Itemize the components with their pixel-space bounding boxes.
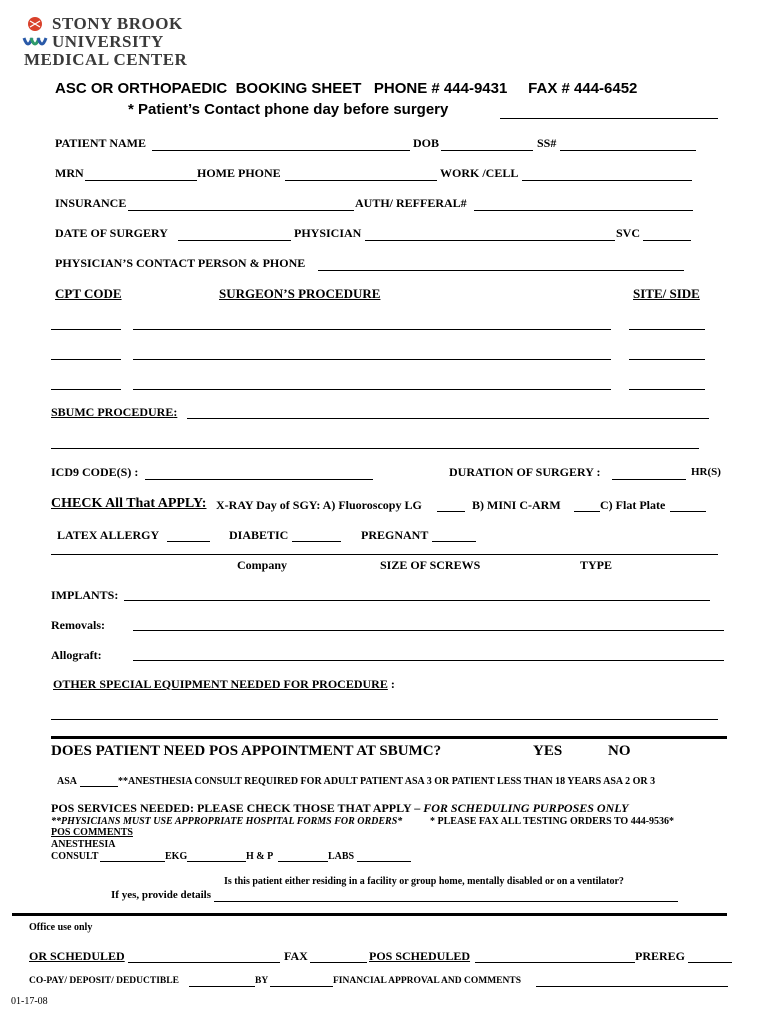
implants-label: IMPLANTS:	[51, 588, 119, 602]
copay-label: CO-PAY/ DEPOSIT/ DEDUCTIBLE	[29, 976, 179, 986]
duration-label: DURATION OF SURGERY :	[449, 465, 601, 479]
pos-scheduled-label: POS SCHEDULED	[369, 949, 471, 963]
work-cell-field[interactable]	[522, 180, 692, 181]
page-subtitle: * Patient’s Contact phone day before surgery	[128, 101, 449, 118]
prereg-field[interactable]	[688, 962, 732, 963]
ss-field[interactable]	[560, 150, 696, 151]
if-yes-label: If yes, provide details	[111, 889, 212, 901]
pregnant-label: PREGNANT	[361, 528, 429, 542]
auth-label: AUTH/ REFFERAL#	[355, 196, 467, 210]
physician-label: PHYSICIAN	[294, 226, 362, 240]
insurance-field[interactable]	[128, 210, 354, 211]
logo-line-3: MEDICAL CENTER	[24, 50, 188, 69]
site-side-field-3[interactable]	[629, 389, 705, 390]
diabetic-check[interactable]	[292, 541, 341, 542]
latex-allergy-check[interactable]	[167, 541, 210, 542]
implants-field[interactable]	[124, 600, 710, 601]
pos-question: DOES PATIENT NEED POS APPOINTMENT AT SBUMC?	[51, 743, 442, 759]
prereg-label: PREREG	[635, 949, 686, 963]
dob-field[interactable]	[441, 150, 533, 151]
copay-field[interactable]	[189, 986, 255, 987]
labs-label: LABS	[328, 851, 355, 862]
patient-name-field[interactable]	[152, 150, 410, 151]
office-use-label: Office use only	[29, 922, 93, 933]
hp-label: H & P	[246, 851, 274, 862]
fluoroscopy-check[interactable]	[437, 511, 465, 512]
logo	[22, 14, 192, 70]
sbumc-procedure-label: SBUMC PROCEDURE:	[51, 405, 178, 419]
other-equipment-label: OTHER SPECIAL EQUIPMENT NEEDED FOR PROCEDURE :	[53, 677, 395, 691]
physicians-note: **PHYSICIANS MUST USE APPROPRIATE HOSPITAL FORMS FOR ORDERS*	[51, 816, 403, 827]
date-of-surgery-field[interactable]	[178, 240, 291, 241]
mrn-field[interactable]	[85, 180, 197, 181]
mini-carm-label: B) MINI C-ARM	[472, 498, 561, 512]
form-date: 01-17-08	[11, 996, 48, 1007]
icd9-label: ICD9 CODE(S) :	[51, 465, 139, 479]
if-yes-details-field[interactable]	[214, 901, 678, 902]
asa-field[interactable]	[80, 786, 118, 787]
consult-field[interactable]	[100, 861, 165, 862]
size-of-screws-header: SIZE OF SCREWS	[380, 558, 481, 572]
xray-label: X-RAY Day of SGY: A) Fluoroscopy LG	[216, 498, 422, 512]
mrn-label: MRN	[55, 166, 84, 180]
allograft-label: Allograft:	[51, 648, 102, 662]
pregnant-check[interactable]	[432, 541, 476, 542]
flat-plate-check[interactable]	[670, 511, 706, 512]
auth-field[interactable]	[474, 210, 693, 211]
company-header: Company	[237, 558, 288, 572]
pos-yes-option[interactable]: YES	[533, 743, 563, 759]
facility-question: Is this patient either residing in a facility or group home, mentally disabled or on a ventilator?	[224, 876, 624, 887]
fax-label: FAX	[284, 949, 308, 963]
pos-scheduled-field[interactable]	[475, 962, 635, 963]
removals-field[interactable]	[133, 630, 724, 631]
hrs-label: HR(S)	[691, 466, 721, 478]
removals-label: Removals:	[51, 618, 105, 632]
financial-field[interactable]	[536, 986, 728, 987]
site-side-header: SITE/ SIDE	[633, 286, 700, 301]
physician-field[interactable]	[365, 240, 615, 241]
ss-label: SS#	[537, 136, 557, 150]
sbumc-procedure-field[interactable]	[187, 418, 709, 419]
latex-allergy-label: LATEX ALLERGY	[57, 528, 160, 542]
other-equipment-field[interactable]	[51, 719, 718, 720]
page-title: ASC OR ORTHOPAEDIC BOOKING SHEET PHONE # 444-9431 FAX # 444-6452	[55, 80, 638, 97]
insurance-label: INSURANCE	[55, 196, 127, 210]
sbumc-procedure-field-2[interactable]	[51, 448, 699, 449]
financial-label: FINANCIAL APPROVAL AND COMMENTS	[333, 976, 521, 986]
contact-person-field[interactable]	[318, 270, 684, 271]
procedure-field-2[interactable]	[133, 359, 611, 360]
work-cell-label: WORK /CELL	[440, 166, 519, 180]
check-all-label: CHECK All That APPLY:	[51, 496, 207, 511]
duration-field[interactable]	[612, 479, 686, 480]
mini-carm-check[interactable]	[574, 511, 600, 512]
home-phone-field[interactable]	[285, 180, 437, 181]
asa-note: **ANESTHESIA CONSULT REQUIRED FOR ADULT PATIENT ASA 3 OR PATIENT LESS THAN 18 YEARS ASA 2 OR 3	[118, 776, 656, 787]
fax-orders-note: * PLEASE FAX ALL TESTING ORDERS TO 444-9536*	[430, 816, 675, 827]
svc-field[interactable]	[643, 240, 691, 241]
by-field[interactable]	[270, 986, 333, 987]
surgeon-procedure-header: SURGEON’S PROCEDURE	[219, 286, 381, 301]
home-phone-label: HOME PHONE	[197, 166, 281, 180]
consult-label: CONSULT	[51, 851, 99, 862]
allograft-field[interactable]	[133, 660, 724, 661]
ekg-field[interactable]	[187, 861, 246, 862]
site-side-field-2[interactable]	[629, 359, 705, 360]
procedure-field-1[interactable]	[133, 329, 611, 330]
logo-line-2: UNIVERSITY	[52, 32, 164, 51]
pos-services-label: POS SERVICES NEEDED: PLEASE CHECK THOSE THAT APPLY – FOR SCHEDULING PURPOSES ONLY	[51, 801, 629, 815]
type-header: TYPE	[580, 558, 613, 572]
cpt-code-field-3[interactable]	[51, 389, 121, 390]
pos-comments-label: POS COMMENTS	[51, 827, 133, 838]
date-of-surgery-label: DATE OF SURGERY	[55, 226, 168, 240]
cpt-code-header: CPT CODE	[55, 286, 122, 301]
diabetic-label: DIABETIC	[229, 528, 289, 542]
anesthesia-label: ANESTHESIA	[51, 839, 116, 850]
svc-label: SVC	[616, 226, 641, 240]
flat-plate-label: C) Flat Plate	[600, 498, 666, 512]
asa-label: ASA	[57, 776, 78, 787]
dob-label: DOB	[413, 136, 440, 150]
procedure-field-3[interactable]	[133, 389, 611, 390]
hp-field[interactable]	[278, 861, 328, 862]
or-scheduled-label: OR SCHEDULED	[29, 949, 125, 963]
fax-field[interactable]	[310, 962, 367, 963]
contact-person-label: PHYSICIAN’S CONTACT PERSON & PHONE	[55, 256, 306, 270]
by-label: BY	[255, 976, 269, 986]
or-scheduled-field[interactable]	[128, 962, 280, 963]
patient-name-label: PATIENT NAME	[55, 136, 147, 150]
cpt-code-field-1[interactable]	[51, 329, 121, 330]
logo-line-1: STONY BROOK	[52, 14, 183, 33]
ekg-label: EKG	[165, 851, 188, 862]
cpt-code-field-2[interactable]	[51, 359, 121, 360]
labs-field[interactable]	[357, 861, 411, 862]
pos-no-option[interactable]: NO	[608, 743, 631, 759]
site-side-field-1[interactable]	[629, 329, 705, 330]
icd9-field[interactable]	[145, 479, 373, 480]
